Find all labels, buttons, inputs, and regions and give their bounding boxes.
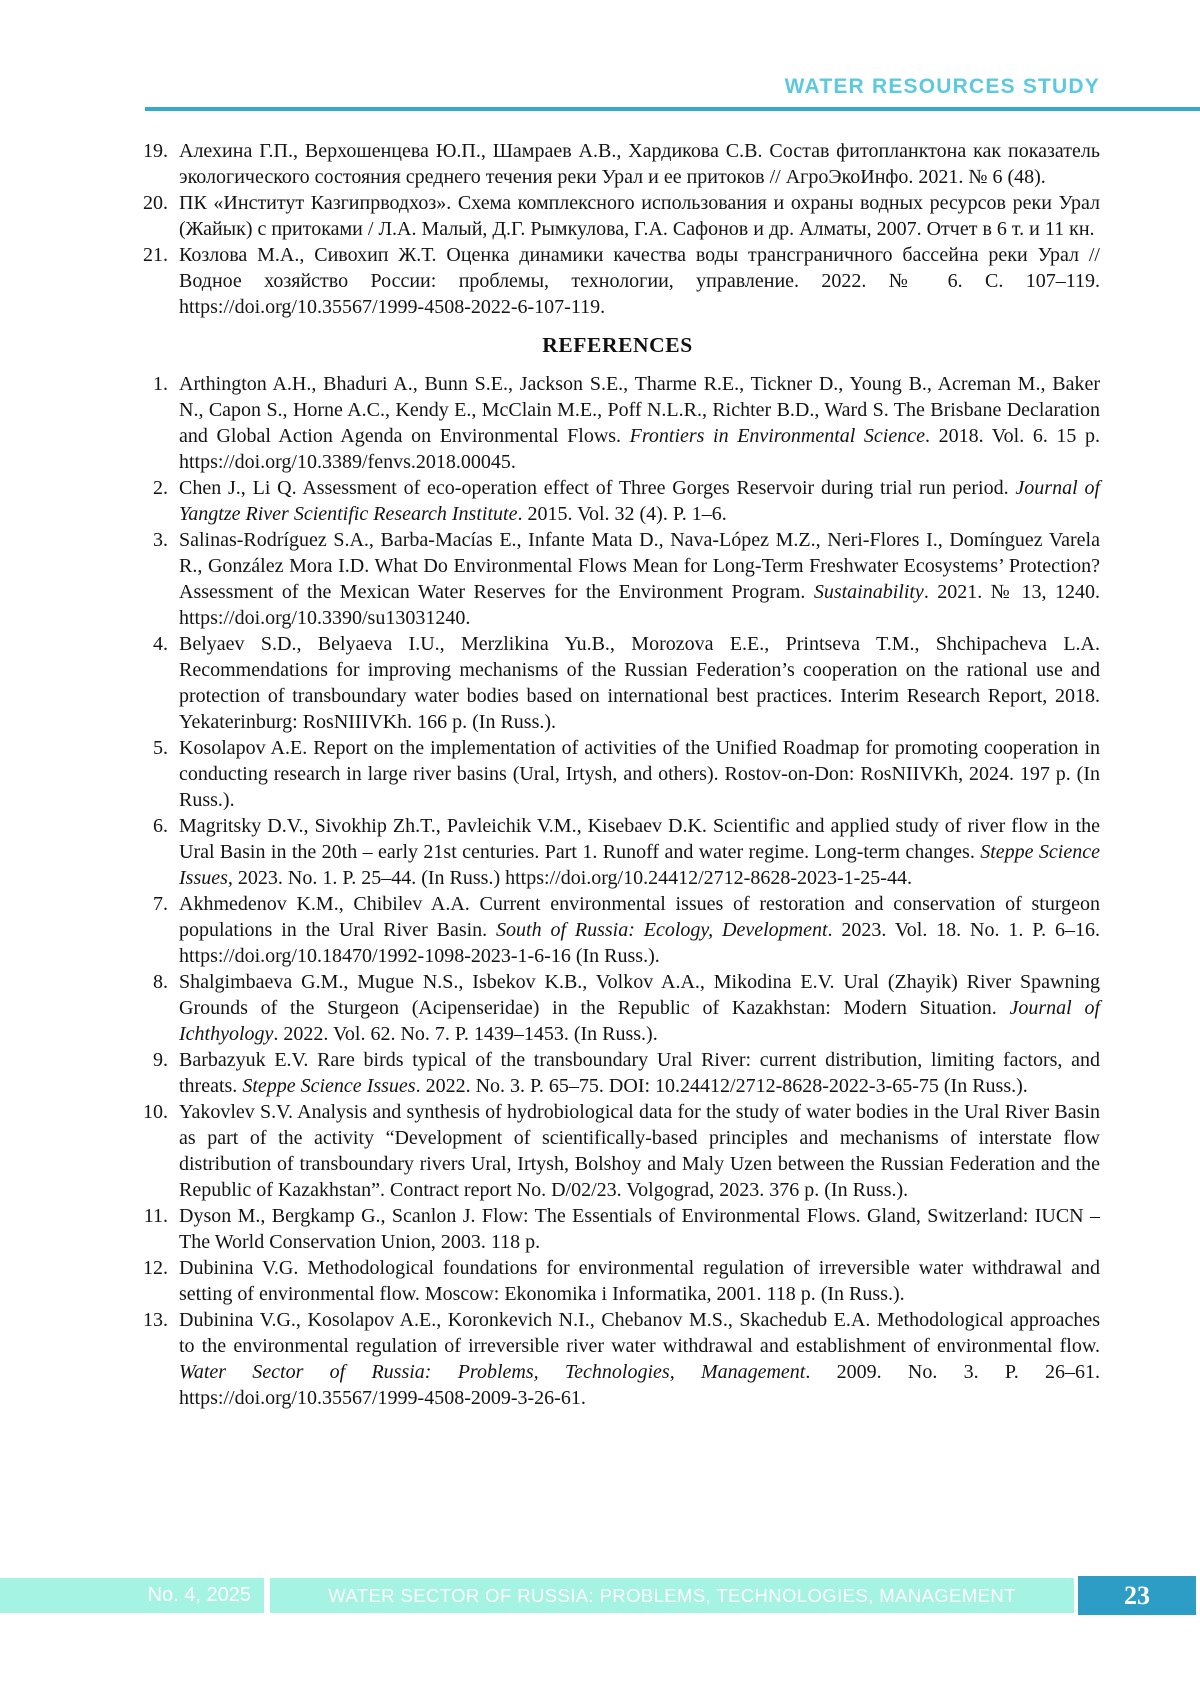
reference-item — [135, 891, 1100, 969]
references-list — [135, 371, 1100, 1411]
reference-text: Barbazyuk E.V. Rare birds typical of the transboundary Ural River: current distribution, limiting factors, and threats. Steppe Science Issues. 2022. No. 3. P. 65–75. DOI: 10.24412/2712-8628-2022-3-65-75 (In Russ.). — [179, 1049, 1100, 1097]
reference-text: Kosolapov A.E. Report on the implementation of activities of the Unified Roadmap for promoting cooperation in conducting research in large river basins (Ural, Irtysh, and others). Rostov-on-Don: RosNIIVKh, 2024. 197 p. (In Russ.). — [179, 737, 1100, 811]
reference-number: 3. — [153, 529, 168, 551]
page-content — [135, 138, 1100, 1411]
footer-issue-label: No. 4, 2025 — [0, 1578, 264, 1613]
reference-item — [135, 1307, 1100, 1411]
reference-item — [135, 1203, 1100, 1255]
reference-number: 13. — [143, 1309, 168, 1331]
reference-number: 2. — [153, 477, 168, 499]
footer-journal-title: WATER SECTOR OF RUSSIA: PROBLEMS, TECHNOLOGIES, MANAGEMENT — [270, 1578, 1074, 1613]
reference-item — [135, 1099, 1100, 1203]
running-head-section-title: WATER RESOURCES STUDY — [784, 75, 1100, 98]
reference-item — [135, 969, 1100, 1047]
reference-item — [135, 190, 1100, 242]
reference-text: Козлова М.А., Сивохип Ж.Т. Оценка динамики качества воды трансграничного бассейна реки Урал // Водное хозяйство России: проблемы, технологии, управление. 2022. № 6. С. 107–119. https://doi.org/10.35567/1999-4508-2022-6-107-119. — [179, 244, 1100, 318]
reference-number: 12. — [143, 1257, 168, 1279]
reference-item — [135, 1255, 1100, 1307]
reference-item — [135, 371, 1100, 475]
reference-text: Dubinina V.G. Methodological foundations for environmental regulation of irreversible water withdrawal and setting of environmental flow. Moscow: Ekonomika i Informatika, 2001. 118 p. (In Russ.). — [179, 1257, 1100, 1305]
reference-text: Salinas-Rodríguez S.A., Barba-Macías E., Infante Mata D., Nava-López M.Z., Neri-Flores I., Domínguez Varela R., González Mora I.D. What Do Environmental Flows Mean for Long-Term Freshwater Ecosystems’ Protection? Assessment of the Mexican Water Reserves for the Environment Program. Sustainability. 2021. № 13, 1240. https://doi.org/10.3390/su13031240. — [179, 529, 1100, 629]
reference-number: 7. — [153, 893, 168, 915]
russian-references-list — [135, 138, 1100, 320]
footer-page-number: 23 — [1078, 1576, 1196, 1615]
reference-number: 10. — [143, 1101, 168, 1123]
reference-text: Chen J., Li Q. Assessment of eco-operation effect of Three Gorges Reservoir during trial run period. Journal of Yangtze River Scientific Research Institute. 2015. Vol. 32 (4). P. 1–6. — [179, 477, 1100, 525]
reference-number: 1. — [153, 373, 168, 395]
reference-text: Алехина Г.П., Верхошенцева Ю.П., Шамраев А.В., Хардикова С.В. Состав фитопланктона как показатель экологического состояния среднего течения реки Урал и ее притоков // АгроЭкоИнфо. 2021. № 6 (48). — [179, 140, 1100, 188]
reference-number: 9. — [153, 1049, 168, 1071]
reference-item — [135, 813, 1100, 891]
reference-number: 5. — [153, 737, 168, 759]
reference-item — [135, 242, 1100, 320]
page-footer — [0, 1578, 1200, 1613]
reference-number: 11. — [143, 1205, 168, 1227]
reference-item — [135, 735, 1100, 813]
reference-item — [135, 527, 1100, 631]
reference-text: Akhmedenov K.M., Chibilev A.A. Current environmental issues of restoration and conservation of sturgeon populations in the Ural River Basin. South of Russia: Ecology, Development. 2023. Vol. 18. No. 1. P. 6–16. https://doi.org/10.18470/1992-1098-2023-1-6-16 (In Russ.). — [179, 893, 1100, 967]
reference-text: Dubinina V.G., Kosolapov A.E., Koronkevich N.I., Chebanov M.S., Skachedub E.A. Methodological approaches to the environmental regulation of irreversible river water withdrawal and establishment of environmental flow. Water Sector of Russia: Problems, Technologies, Management. 2009. No. 3. P. 26–61. https://doi.org/10.35567/1999-4508-2009-3-26-61. — [179, 1309, 1100, 1409]
reference-text: ПК «Институт Казгипрводхоз». Схема комплексного использования и охраны водных ресурсов реки Урал (Жайык) с притоками / Л.А. Малый, Д.Г. Рымкулова, Г.А. Сафонов и др. Алматы, 2007. Отчет в 6 т. и 11 кн. — [179, 192, 1100, 240]
reference-number: 4. — [153, 633, 168, 655]
reference-number: 19. — [143, 140, 168, 162]
reference-number: 8. — [153, 971, 168, 993]
references-heading: REFERENCES — [542, 333, 693, 357]
reference-item — [135, 631, 1100, 735]
reference-text: Shalgimbaeva G.M., Mugue N.S., Isbekov K.B., Volkov A.A., Mikodina E.V. Ural (Zhayik) River Spawning Grounds of the Sturgeon (Acipenseridae) in the Republic of Kazakhstan: Modern Situation. Journal of Ichthyology. 2022. Vol. 62. No. 7. P. 1439–1453. (In Russ.). — [179, 971, 1100, 1045]
reference-item — [135, 475, 1100, 527]
reference-item — [135, 1047, 1100, 1099]
reference-number: 6. — [153, 815, 168, 837]
reference-number: 20. — [143, 192, 168, 214]
reference-text: Yakovlev S.V. Analysis and synthesis of hydrobiological data for the study of water bodies in the Ural River Basin as part of the activity “Development of scientifically-based principles and mechanisms of interstate flow distribution of transboundary rivers Ural, Irtysh, Bolshoy and Maly Uzen between the Russian Federation and the Republic of Kazakhstan”. Contract report No. D/02/23. Volgograd, 2023. 376 p. (In Russ.). — [179, 1101, 1100, 1201]
reference-text: Dyson M., Bergkamp G., Scanlon J. Flow: The Essentials of Environmental Flows. Gland, Switzerland: IUCN – The World Conservation Union, 2003. 118 p. — [179, 1205, 1100, 1253]
reference-text: Arthington A.H., Bhaduri A., Bunn S.E., Jackson S.E., Tharme R.E., Tickner D., Young B., Acreman M., Baker N., Capon S., Horne A.C., Kendy E., McClain M.E., Poff N.L.R., Richter B.D., Ward S. The Brisbane Declaration and Global Action Agenda on Environmental Flows. Frontiers in Environmental Science. 2018. Vol. 6. 15 p. https://doi.org/10.3389/fenvs.2018.00045. — [179, 373, 1101, 473]
reference-text: Belyaev S.D., Belyaeva I.U., Merzlikina Yu.B., Morozova E.E., Printseva T.M., Shchipacheva L.A. Recommendations for improving mechanisms of the Russian Federation’s cooperation on the rational use and protection of transboundary water bodies based on international best practices. Interim Research Report, 2018. Yekaterinburg: RosNIIIVKh. 166 p. (In Russ.). — [179, 633, 1100, 733]
header-rule — [145, 107, 1200, 111]
reference-text: Magritsky D.V., Sivokhip Zh.T., Pavleichik V.M., Kisebaev D.K. Scientific and applied study of river flow in the Ural Basin in the 20th – early 21st centuries. Part 1. Runoff and water regime. Long-term changes. Steppe Science Issues, 2023. No. 1. P. 25–44. (In Russ.) https://doi.org/10.24412/2712-8628-2023-1-25-44. — [179, 815, 1100, 889]
reference-number: 21. — [143, 244, 168, 266]
reference-item — [135, 138, 1100, 190]
